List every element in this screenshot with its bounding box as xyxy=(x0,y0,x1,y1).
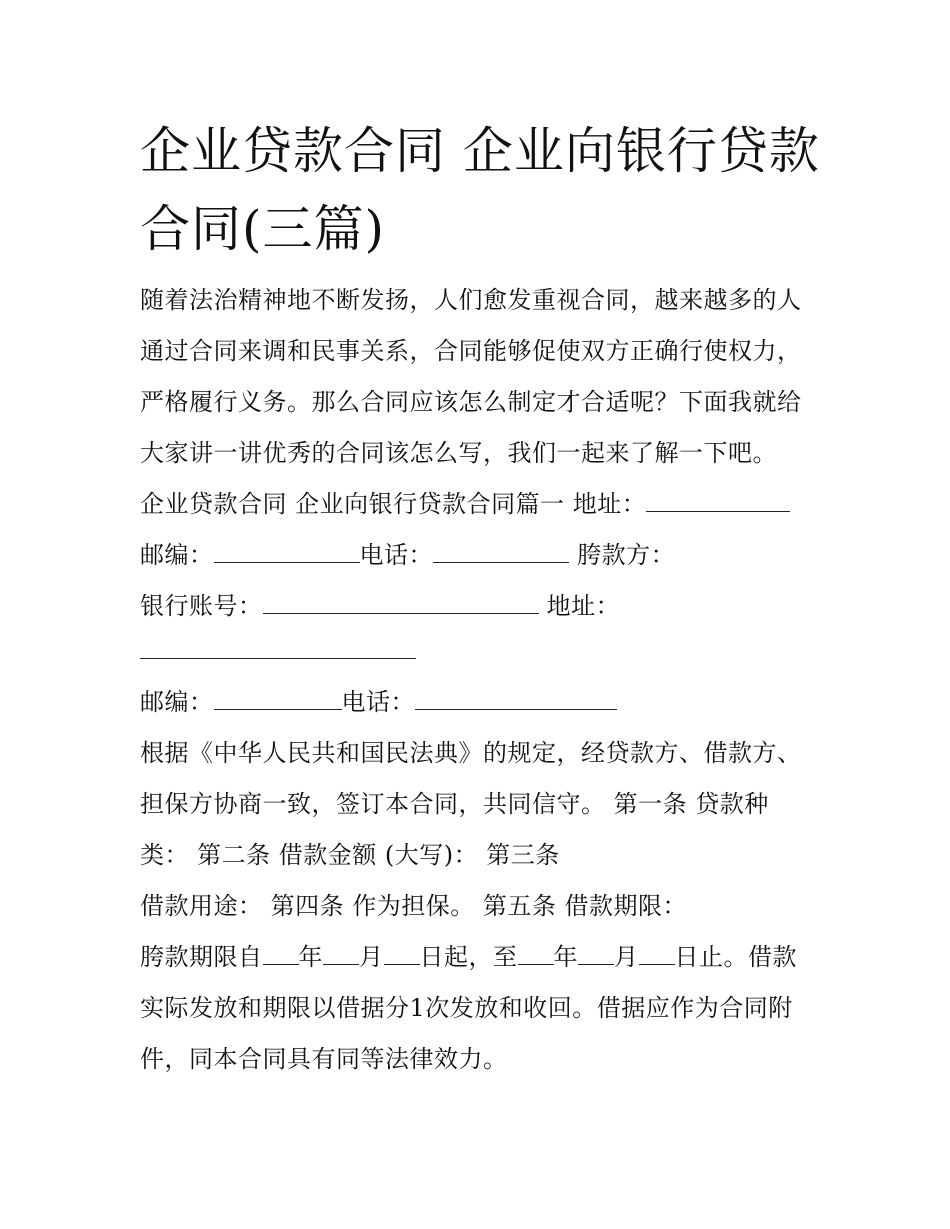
end-day-blank xyxy=(639,942,675,965)
clause-line-3: 类： 第二条 借款金额 (大写)： 第三条 xyxy=(140,841,560,869)
form-line-postcode-phone xyxy=(140,538,675,572)
address-label: 地址： xyxy=(546,592,621,620)
bank-account-label: 银行账号： xyxy=(140,592,263,620)
day-end-label: 日止。借款 xyxy=(674,943,797,971)
clause-line-1: 根据《中华人民共和国民法典》的规定，经贷款方、借款方、 xyxy=(140,739,802,767)
phone-blank xyxy=(433,540,569,563)
document-title xyxy=(140,112,840,268)
month-label: 月 xyxy=(359,943,384,971)
clause-line-4: 借款用途： 第四条 作为担保。 第五条 借款期限： xyxy=(140,892,688,920)
start-day-blank xyxy=(384,942,420,965)
day-from-label: 日起，至 xyxy=(419,943,518,971)
clause-line-term xyxy=(140,940,797,974)
form-line-address-blank xyxy=(140,634,416,668)
form-line-postcode-phone-2 xyxy=(140,685,617,719)
postcode-label: 邮编： xyxy=(140,541,214,569)
intro-line-2: 通过合同来调和民事关系，合同能够促使双方正确行使权力， xyxy=(140,337,802,365)
form-line-address xyxy=(140,487,790,521)
intro-line-3: 严格履行义务。那么合同应该怎么制定才合适呢？下面我就给 xyxy=(140,388,802,416)
intro-line-1: 随着法治精神地不断发扬，人们愈发重视合同，越来越多的人 xyxy=(140,286,802,314)
postcode-label-2: 邮编： xyxy=(140,688,214,716)
postcode-blank-2 xyxy=(214,687,342,710)
clause-line-7: 件，同本合同具有同等法律效力。 xyxy=(140,1045,508,1073)
end-year-blank xyxy=(518,942,554,965)
clause-line-2: 担保方协商一致，签订本合同，共同信守。 第一条 贷款种 xyxy=(140,790,769,818)
start-month-blank xyxy=(323,942,359,965)
phone-label-2: 电话： xyxy=(341,688,415,716)
address-blank-2 xyxy=(140,636,416,659)
phone-label: 电话： xyxy=(359,541,433,569)
borrower-label: 胯款方： xyxy=(577,541,676,569)
title-line-2: 合同(三篇) xyxy=(140,200,386,258)
clause-line-6: 实际发放和期限以借据分1次发放和收回。借据应作为合同附 xyxy=(140,994,793,1022)
bank-account-blank xyxy=(263,591,539,614)
form-line-bank-account xyxy=(140,589,620,623)
start-year-blank xyxy=(263,942,299,965)
title-line-1: 企业贷款合同 企业向银行贷款 xyxy=(140,122,820,180)
term-prefix: 胯款期限自 xyxy=(140,943,263,971)
section-heading-address-label: 企业贷款合同 企业向银行贷款合同篇一 地址： xyxy=(140,490,647,518)
intro-line-4: 大家讲一讲优秀的合同该怎么写，我们一起来了解一下吧。 xyxy=(140,439,777,467)
end-month-blank xyxy=(578,942,614,965)
address-blank xyxy=(646,489,790,512)
month-label-2: 月 xyxy=(614,943,639,971)
phone-blank-2 xyxy=(415,687,617,710)
postcode-blank xyxy=(214,550,360,563)
year-label-2: 年 xyxy=(553,943,578,971)
year-label: 年 xyxy=(298,943,323,971)
